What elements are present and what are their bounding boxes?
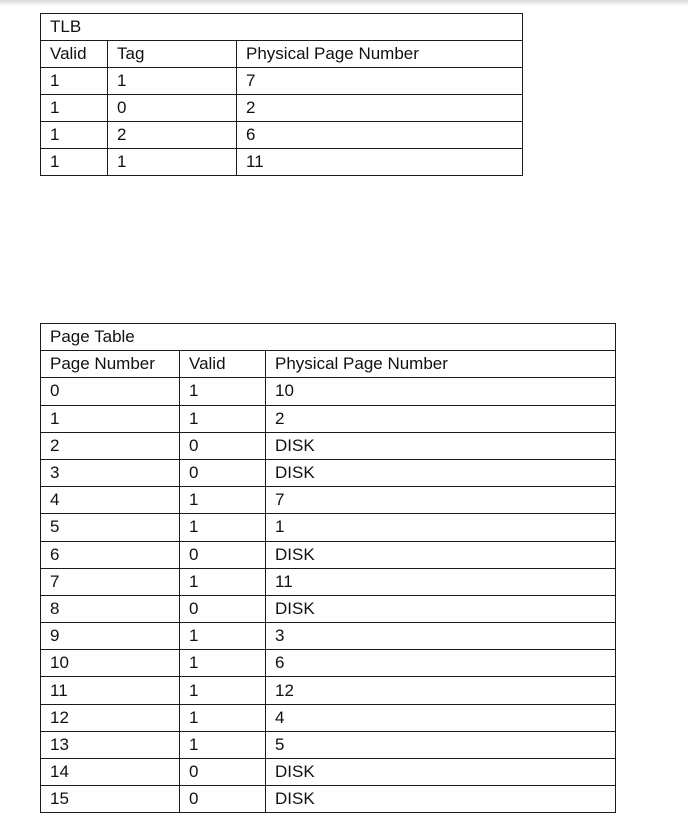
page-table-row <box>41 759 616 786</box>
tlb-cell-valid: 1 <box>41 149 108 176</box>
tlb-cell-tag: 2 <box>108 122 237 149</box>
tlb-header-tag: Tag <box>108 41 237 68</box>
page-table-cell-ppn: 7 <box>266 487 616 514</box>
tlb-cell-tag: 1 <box>108 149 237 176</box>
page-table-row <box>41 378 616 405</box>
page-table-cell-valid: 0 <box>180 786 266 813</box>
tlb-table <box>40 13 523 176</box>
page-table-cell-page-number: 6 <box>41 541 180 568</box>
page-table-header-page-number: Page Number <box>41 351 180 378</box>
tlb-title: TLB <box>41 14 523 41</box>
page-table-cell-page-number: 5 <box>41 514 180 541</box>
page-table-cell-valid: 1 <box>180 568 266 595</box>
tlb-cell-valid: 1 <box>41 68 108 95</box>
tlb-cell-valid: 1 <box>41 95 108 122</box>
page-table-cell-page-number: 9 <box>41 623 180 650</box>
page-table-row <box>41 650 616 677</box>
page-table-cell-ppn: DISK <box>266 786 616 813</box>
page-table-cell-valid: 1 <box>180 677 266 704</box>
page-table-cell-page-number: 12 <box>41 704 180 731</box>
page-table-cell-ppn: 12 <box>266 677 616 704</box>
tlb-title-row <box>41 14 523 41</box>
page-table-header-row <box>41 351 616 378</box>
page-table-cell-page-number: 10 <box>41 650 180 677</box>
page-table-header-ppn: Physical Page Number <box>266 351 616 378</box>
page-table-cell-valid: 1 <box>180 487 266 514</box>
page-table-cell-ppn: 4 <box>266 704 616 731</box>
page-table-row <box>41 487 616 514</box>
page-table-cell-ppn: DISK <box>266 459 616 486</box>
page-table-cell-ppn: DISK <box>266 541 616 568</box>
page-table-body <box>41 378 616 813</box>
tlb-cell-ppn: 6 <box>237 122 523 149</box>
page-table-cell-ppn: 1 <box>266 514 616 541</box>
page-table-cell-page-number: 8 <box>41 595 180 622</box>
page-table-row <box>41 432 616 459</box>
page-table-row <box>41 786 616 813</box>
page-table-row <box>41 514 616 541</box>
page-table-cell-valid: 1 <box>180 623 266 650</box>
page-table-cell-page-number: 2 <box>41 432 180 459</box>
page-table-cell-ppn: 10 <box>266 378 616 405</box>
page-table-row <box>41 541 616 568</box>
tlb-cell-ppn: 11 <box>237 149 523 176</box>
page-table-row <box>41 405 616 432</box>
page-table-row <box>41 704 616 731</box>
page-table-title-row <box>41 324 616 351</box>
page-table-cell-valid: 1 <box>180 405 266 432</box>
tlb-row <box>41 68 523 95</box>
page-table-cell-page-number: 14 <box>41 759 180 786</box>
page-table-row <box>41 677 616 704</box>
tlb-header-ppn: Physical Page Number <box>237 41 523 68</box>
page-table-cell-page-number: 15 <box>41 786 180 813</box>
tlb-cell-ppn: 2 <box>237 95 523 122</box>
page-table-cell-page-number: 13 <box>41 731 180 758</box>
tlb-row <box>41 95 523 122</box>
page-table-cell-valid: 0 <box>180 541 266 568</box>
page-table-cell-valid: 1 <box>180 378 266 405</box>
page-table-cell-page-number: 4 <box>41 487 180 514</box>
page-table-cell-page-number: 0 <box>41 378 180 405</box>
page-table-row <box>41 595 616 622</box>
page-table-cell-ppn: DISK <box>266 432 616 459</box>
page-table-cell-ppn: 6 <box>266 650 616 677</box>
page-table-cell-valid: 0 <box>180 595 266 622</box>
page-table-cell-valid: 0 <box>180 432 266 459</box>
page-table-row <box>41 568 616 595</box>
page-table <box>40 323 616 813</box>
page-table-cell-page-number: 1 <box>41 405 180 432</box>
page-table-cell-valid: 1 <box>180 731 266 758</box>
page-table-cell-ppn: 11 <box>266 568 616 595</box>
page-table-cell-valid: 1 <box>180 514 266 541</box>
page-table-cell-page-number: 7 <box>41 568 180 595</box>
tlb-cell-tag: 1 <box>108 68 237 95</box>
page-table-cell-ppn: DISK <box>266 759 616 786</box>
page-table-row <box>41 459 616 486</box>
page-table-cell-ppn: 5 <box>266 731 616 758</box>
tlb-cell-tag: 0 <box>108 95 237 122</box>
tlb-cell-ppn: 7 <box>237 68 523 95</box>
page-table-header-valid: Valid <box>180 351 266 378</box>
tlb-cell-valid: 1 <box>41 122 108 149</box>
page-table-cell-valid: 0 <box>180 459 266 486</box>
page-table-cell-ppn: DISK <box>266 595 616 622</box>
page-table-cell-valid: 0 <box>180 759 266 786</box>
page-table-cell-page-number: 3 <box>41 459 180 486</box>
page-table-cell-page-number: 11 <box>41 677 180 704</box>
page-table-row <box>41 623 616 650</box>
tlb-row <box>41 149 523 176</box>
page-table-cell-valid: 1 <box>180 650 266 677</box>
tlb-header-row <box>41 41 523 68</box>
page-table-cell-ppn: 3 <box>266 623 616 650</box>
page-top-shadow <box>0 0 688 6</box>
page-table-title: Page Table <box>41 324 616 351</box>
tlb-row <box>41 122 523 149</box>
tlb-body <box>41 68 523 176</box>
page-table-row <box>41 731 616 758</box>
page-table-cell-ppn: 2 <box>266 405 616 432</box>
page-table-cell-valid: 1 <box>180 704 266 731</box>
tlb-header-valid: Valid <box>41 41 108 68</box>
